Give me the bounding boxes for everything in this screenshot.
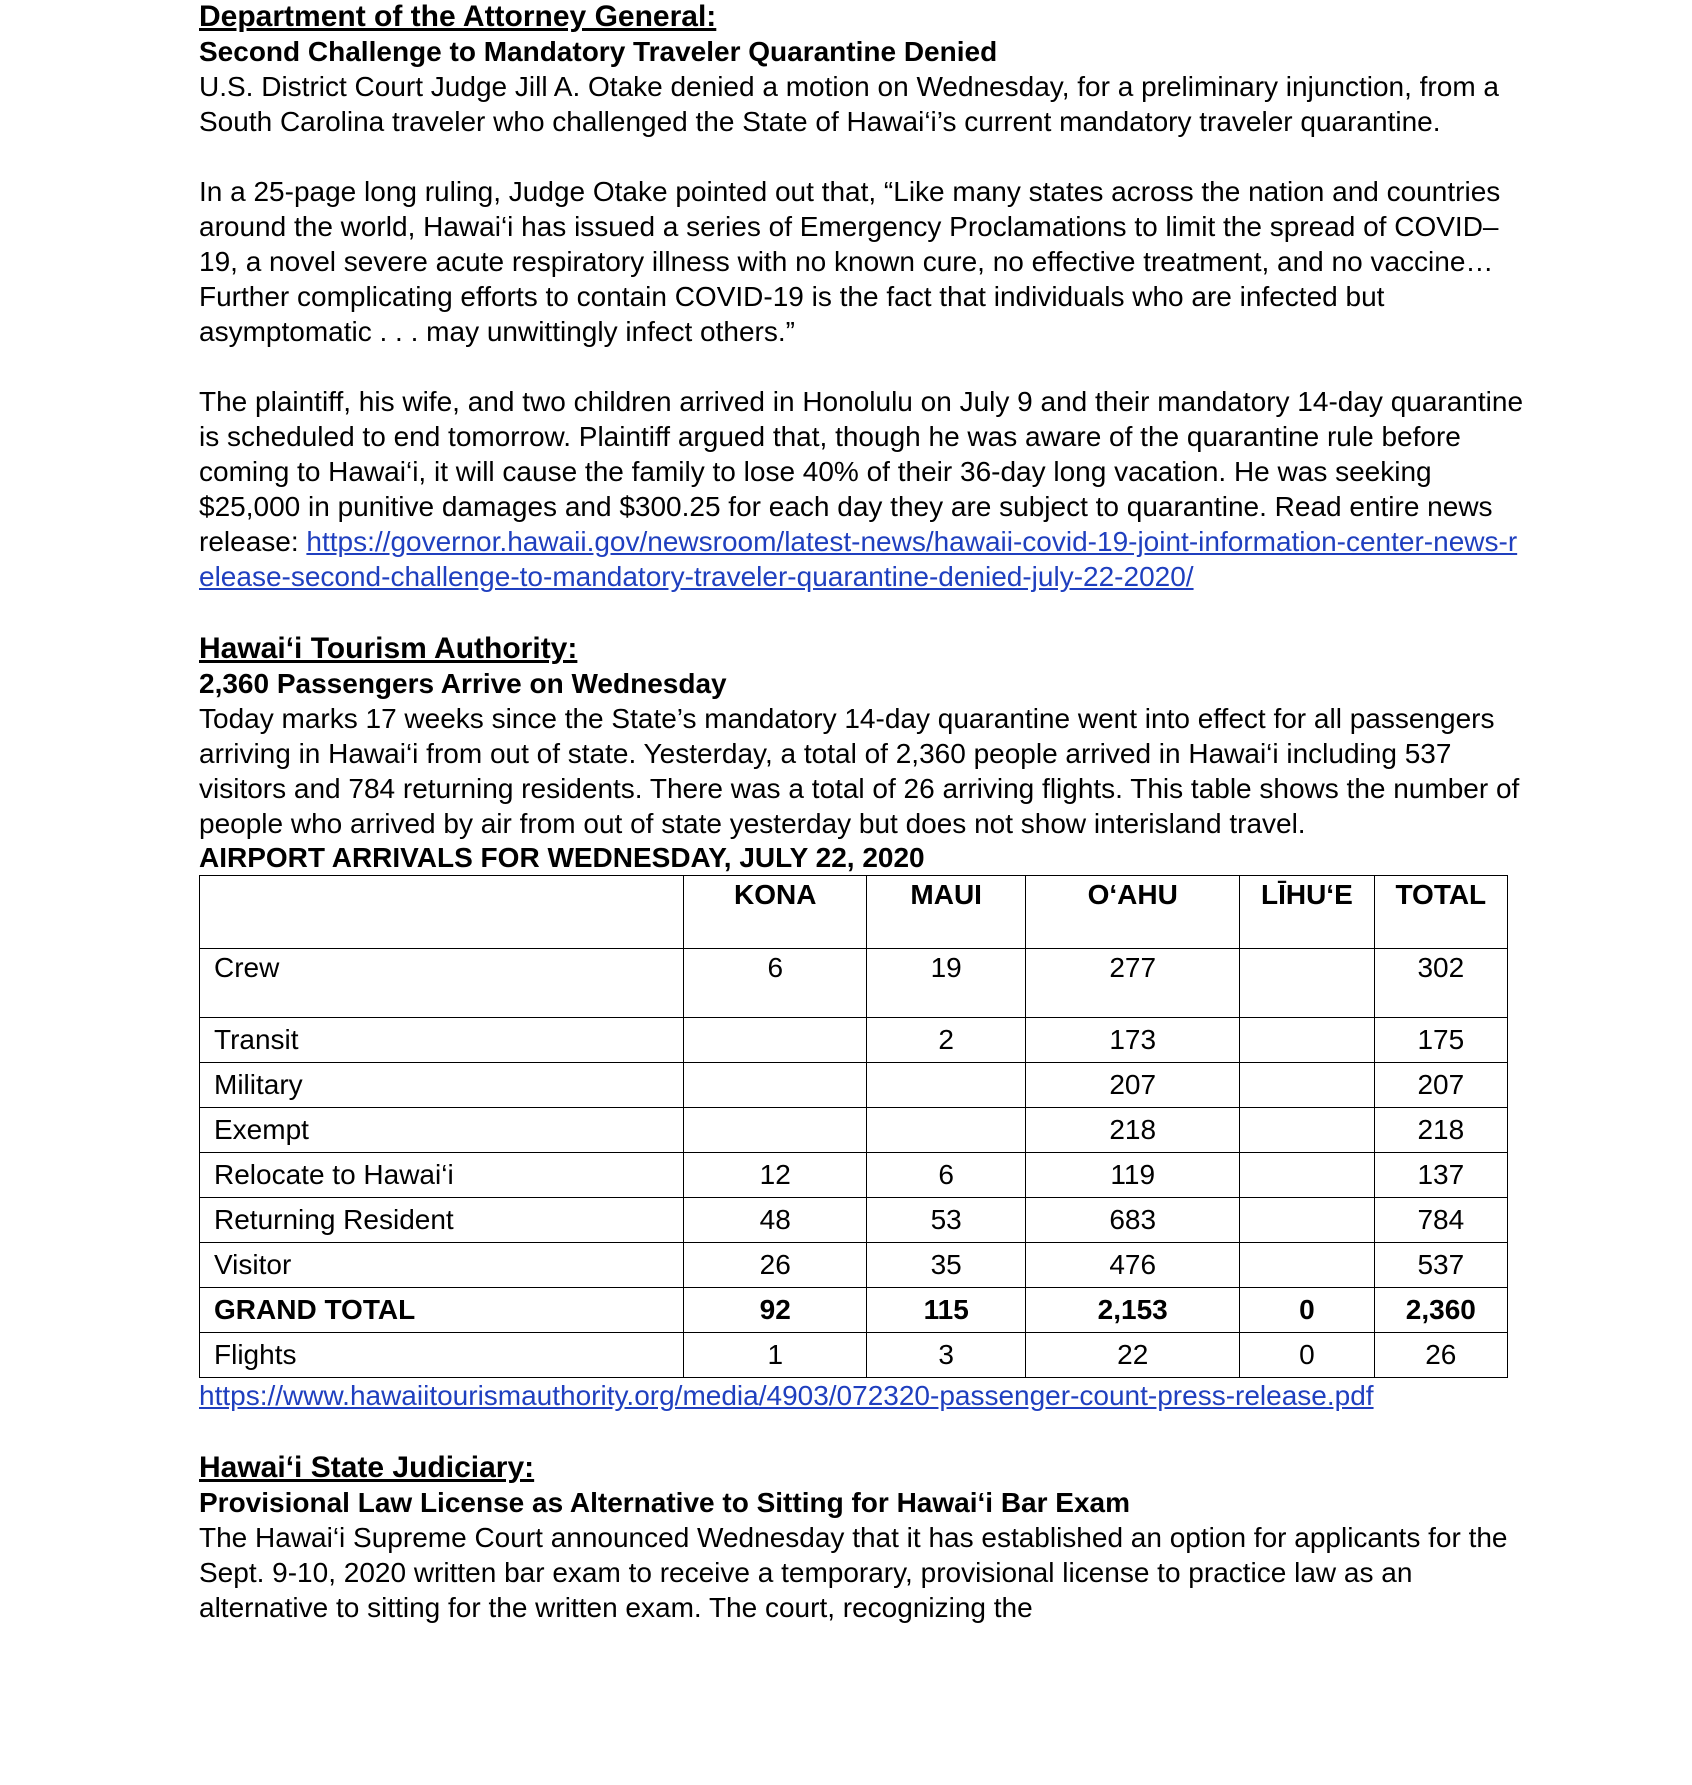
hta-link-line [199,1378,1529,1413]
hta-heading: Hawai‘i Tourism Authority: [199,632,578,665]
row-label: Flights [200,1333,684,1378]
cell-total: 537 [1374,1243,1507,1288]
cell-lihue [1240,1018,1375,1063]
cell-kona: 1 [684,1333,867,1378]
ag-heading: Department of the Attorney General: [199,0,717,33]
cell-maui [867,1063,1026,1108]
cell-lihue [1240,1153,1375,1198]
cell-maui [867,1108,1026,1153]
cell-kona: 26 [684,1243,867,1288]
cell-kona: 6 [684,949,867,1018]
ag-section [199,0,1529,594]
cell-oahu: 476 [1026,1243,1240,1288]
row-label: Relocate to Hawai‘i [200,1153,684,1198]
cell-lihue [1240,1243,1375,1288]
table-row [200,1108,1508,1153]
cell-maui: 53 [867,1198,1026,1243]
cell-oahu: 2,153 [1026,1288,1240,1333]
cell-oahu: 119 [1026,1153,1240,1198]
ag-paragraph-3 [199,384,1529,594]
column-header-oahu: O‘AHU [1026,876,1240,949]
table-row [200,1153,1508,1198]
judiciary-paragraph-1: The Hawai‘i Supreme Court announced Wednesday that it has established an option for applicants for the Sept. 9-10, 2020 written bar exam to receive a temporary, provisional license to practice law as an alternative to sitting for the written exam. The court, recognizing the [199,1522,1508,1623]
cell-total: 175 [1374,1018,1507,1063]
cell-maui: 19 [867,949,1026,1018]
cell-maui: 6 [867,1153,1026,1198]
cell-kona: 12 [684,1153,867,1198]
ag-paragraph-1: U.S. District Court Judge Jill A. Otake denied a motion on Wednesday, for a preliminary injunction, from a South Carolina traveler who challenged the State of Hawai‘i’s current mandatory traveler quarantine. [199,71,1500,137]
hta-paragraph-1: Today marks 17 weeks since the State’s mandatory 14-day quarantine went into effect for all passengers arriving in Hawai‘i from out of state. Yesterday, a total of 2,360 people arrived in Hawai‘i including 537 visitors and 784 returning residents. There was a total of 26 arriving flights. This table shows the number of people who arrived by air from out of state yesterday but does not show interisland travel. [199,703,1520,839]
judiciary-subheading: Provisional Law License as Alternative to Sitting for Hawai‘i Bar Exam [199,1487,1131,1518]
cell-oahu: 277 [1026,949,1240,1018]
cell-total: 784 [1374,1198,1507,1243]
column-header-kona: KONA [684,876,867,949]
cell-kona: 48 [684,1198,867,1243]
row-label: Military [200,1063,684,1108]
table-row [200,1063,1508,1108]
row-label: Crew [200,949,684,1018]
ag-subheading: Second Challenge to Mandatory Traveler Quarantine Denied [199,36,998,67]
arrivals-table [199,875,1508,1378]
row-label: Returning Resident [200,1198,684,1243]
cell-total: 207 [1374,1063,1507,1108]
column-header [200,876,684,949]
cell-maui: 3 [867,1333,1026,1378]
table-row [200,1243,1508,1288]
cell-maui: 2 [867,1018,1026,1063]
ag-paragraph-3-text: The plaintiff, his wife, and two children arrived in Honolulu on July 9 and their mandatory 14-day quarantine is scheduled to end tomorrow. Plaintiff argued that, though he was aware of the quarantine rule before coming to Hawai‘i, it will cause the family to lose 40% of their 36-day long vacation. He was seeking $25,000 in punitive damages and $300.25 for each day they are subject to quarantine. Read entire news release: [199,386,1524,557]
table-row-grand-total [200,1288,1508,1333]
cell-total: 218 [1374,1108,1507,1153]
cell-maui: 35 [867,1243,1026,1288]
ag-paragraph-2: In a 25-page long ruling, Judge Otake pointed out that, “Like many states across the nation and countries around the world, Hawai‘i has issued a series of Emergency Proclamations to limit the spread of COVID–19, a novel severe acute respiratory illness with no known cure, no effective treatment, and no vaccine…Further complicating efforts to contain COVID-19 is the fact that individuals who are infected but asymptomatic . . . may unwittingly infect others.” [199,176,1501,347]
hta-section [199,632,1529,1413]
row-label: GRAND TOTAL [200,1288,684,1333]
cell-lihue: 0 [1240,1333,1375,1378]
cell-kona [684,1108,867,1153]
cell-kona [684,1063,867,1108]
cell-oahu: 683 [1026,1198,1240,1243]
table-row [200,949,1508,1018]
cell-lihue: 0 [1240,1288,1375,1333]
cell-total: 302 [1374,949,1507,1018]
hta-press-release-link[interactable]: https://www.hawaiitourismauthority.org/media/4903/072320-passenger-count-press-release.pdf [199,1380,1374,1411]
cell-lihue [1240,1198,1375,1243]
cell-total: 137 [1374,1153,1507,1198]
column-header-lihue: LĪHU‘E [1240,876,1375,949]
table-row [200,1198,1508,1243]
cell-lihue [1240,1108,1375,1153]
cell-maui: 115 [867,1288,1026,1333]
cell-lihue [1240,949,1375,1018]
row-label: Transit [200,1018,684,1063]
column-header-total: TOTAL [1374,876,1507,949]
document-page [199,0,1529,1625]
table-row-flights [200,1333,1508,1378]
cell-total: 2,360 [1374,1288,1507,1333]
cell-total: 26 [1374,1333,1507,1378]
row-label: Exempt [200,1108,684,1153]
cell-oahu: 207 [1026,1063,1240,1108]
table-header-row [200,876,1508,949]
cell-kona: 92 [684,1288,867,1333]
hta-subheading: 2,360 Passengers Arrive on Wednesday [199,668,727,699]
cell-oahu: 218 [1026,1108,1240,1153]
judiciary-heading: Hawai‘i State Judiciary: [199,1451,535,1484]
table-row [200,1018,1508,1063]
cell-oahu: 22 [1026,1333,1240,1378]
cell-oahu: 173 [1026,1018,1240,1063]
ag-news-release-link[interactable]: https://governor.hawaii.gov/newsroom/latest-news/hawaii-covid-19-joint-information-center-news-release-second-challenge-to-mandatory-traveler-quarantine-denied-july-22-2020/ [199,526,1518,592]
arrivals-table-title: AIRPORT ARRIVALS FOR WEDNESDAY, JULY 22, 2020 [199,842,925,873]
judiciary-section [199,1451,1529,1625]
cell-lihue [1240,1063,1375,1108]
cell-kona [684,1018,867,1063]
row-label: Visitor [200,1243,684,1288]
column-header-maui: MAUI [867,876,1026,949]
